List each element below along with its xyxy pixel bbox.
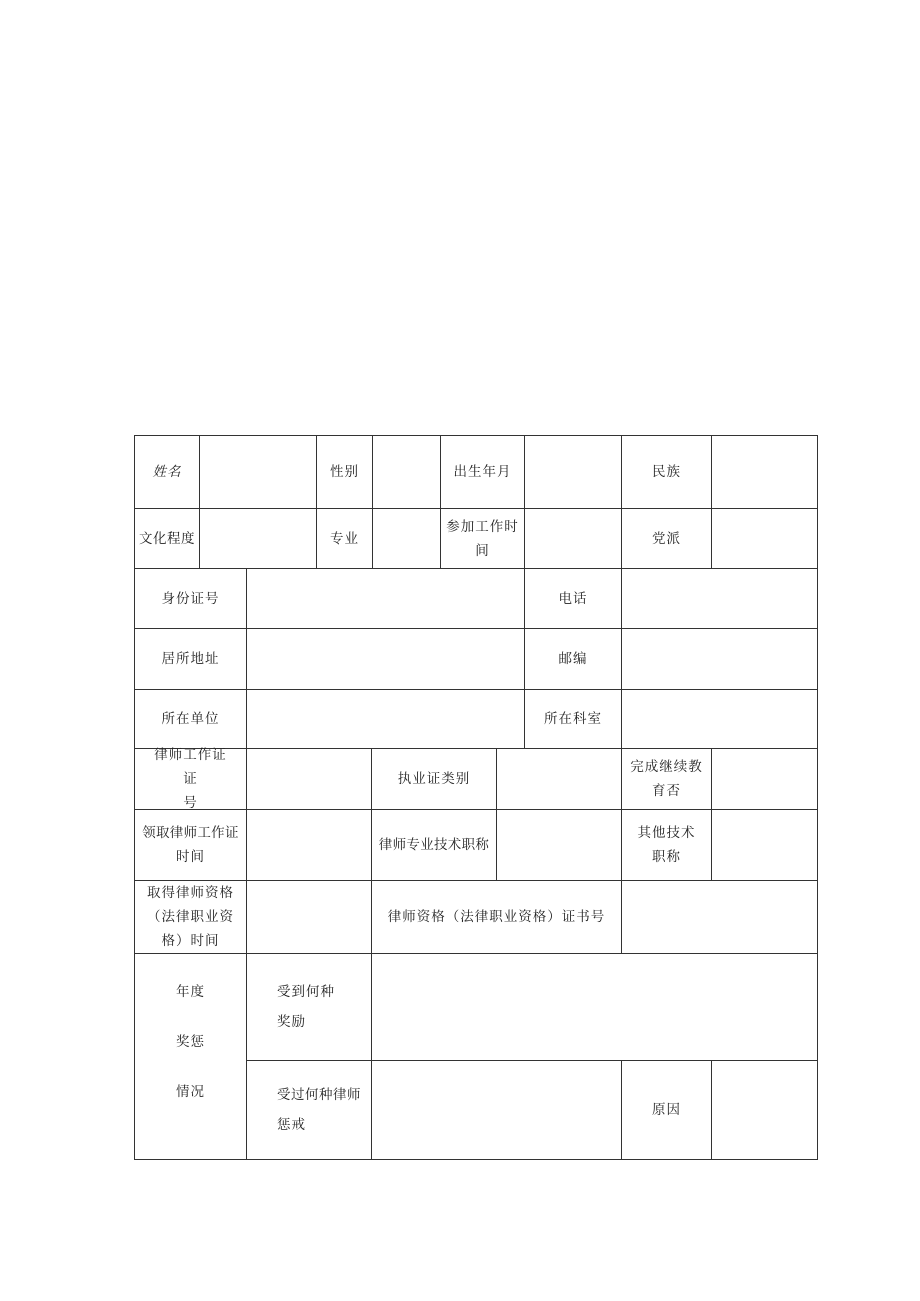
cert-date-label-cell <box>135 810 247 881</box>
work-cert-label-cell <box>135 749 247 810</box>
gender-value-cell[interactable] <box>373 436 441 509</box>
other-title-label-cell <box>622 810 712 881</box>
work-cert-label-line2 <box>151 767 231 815</box>
qual-cert-value-cell[interactable] <box>622 881 817 954</box>
phone-value-cell[interactable] <box>622 569 817 629</box>
ethnicity-label: 民族 <box>652 464 681 480</box>
employer-label: 所在单位 <box>161 711 220 727</box>
qual-date-label-line3: 格）时间 <box>161 933 220 949</box>
work-start-label-cell <box>441 509 525 569</box>
license-type-label: 执业证类别 <box>397 771 471 787</box>
qual-date-value-cell[interactable] <box>247 881 372 954</box>
education-label: 文化程度 <box>139 530 195 547</box>
tech-title-value-cell[interactable] <box>497 810 622 881</box>
name-value-cell[interactable] <box>200 436 317 509</box>
tech-title-label-cell <box>372 810 497 881</box>
qual-cert-label: 律师资格（法律职业资格）证书号 <box>387 909 606 925</box>
birth-value-cell[interactable] <box>525 436 622 509</box>
phone-label: 电话 <box>558 590 588 607</box>
party-label-cell <box>622 509 712 569</box>
annual-label-line2: 奖惩 <box>176 1034 205 1050</box>
reward-value-cell[interactable] <box>372 954 817 1061</box>
gender-label-cell <box>317 436 373 509</box>
annual-label-line3: 情况 <box>176 1084 205 1100</box>
work-cert-label-line2a: 证 <box>183 771 198 787</box>
department-value-cell[interactable] <box>622 690 817 749</box>
postcode-label: 邮编 <box>558 651 588 667</box>
phone-label-cell <box>525 569 622 629</box>
department-label-cell <box>525 690 622 749</box>
other-title-label-line1: 其他技术 <box>637 825 696 841</box>
reason-label: 原因 <box>652 1102 681 1118</box>
employer-value-cell[interactable] <box>247 690 525 749</box>
penalty-label-line2: 惩戒 <box>277 1117 306 1133</box>
qual-date-label-line2: （法律职业资 <box>147 909 234 925</box>
penalty-value-cell[interactable] <box>372 1061 622 1159</box>
other-title-value-cell[interactable] <box>712 810 817 881</box>
cert-date-value-cell[interactable] <box>247 810 372 881</box>
ethnicity-label-cell <box>622 436 712 509</box>
party-value-cell[interactable] <box>712 509 817 569</box>
other-title-label-line2: 职称 <box>652 849 681 865</box>
qual-cert-label-cell <box>372 881 622 954</box>
name-label: 姓名 <box>152 464 182 480</box>
education-label-cell <box>135 509 200 569</box>
penalty-label-line1: 受过何种律师 <box>277 1087 361 1103</box>
name-label-cell <box>135 436 200 509</box>
continuing-edu-label-line1: 完成继续教 <box>630 759 703 775</box>
work-cert-label-line2b: 号 <box>183 795 198 811</box>
cert-date-label-line1: 领取律师工作证 <box>142 825 239 841</box>
work-cert-value-cell[interactable] <box>247 749 372 810</box>
continuing-edu-value-cell[interactable] <box>712 749 817 810</box>
cert-date-label-line2: 时间 <box>176 849 205 865</box>
reason-label-cell <box>622 1061 712 1159</box>
address-label: 居所地址 <box>161 651 220 667</box>
reward-label-line2: 奖励 <box>277 1014 306 1030</box>
id-value-cell[interactable] <box>247 569 525 629</box>
ethnicity-value-cell[interactable] <box>712 436 817 509</box>
penalty-label-cell <box>247 1061 372 1159</box>
address-label-cell <box>135 629 247 690</box>
reason-value-cell[interactable] <box>712 1061 817 1159</box>
id-label-cell <box>135 569 247 629</box>
tech-title-label: 律师专业技术职称 <box>378 837 490 853</box>
work-start-label-line2: 间 <box>475 542 490 559</box>
postcode-value-cell[interactable] <box>622 629 817 690</box>
major-label-cell <box>317 509 373 569</box>
address-value-cell[interactable] <box>247 629 525 690</box>
major-label: 专业 <box>330 530 359 547</box>
lawyer-registration-form <box>134 435 818 1160</box>
work-cert-label-line1: 律师工作证 <box>154 747 227 763</box>
work-start-value-cell[interactable] <box>525 509 622 569</box>
employer-label-cell <box>135 690 247 749</box>
postcode-label-cell <box>525 629 622 690</box>
qual-date-label-cell <box>135 881 247 954</box>
license-type-label-cell <box>372 749 497 810</box>
reward-label-cell <box>247 954 372 1061</box>
qual-date-label-line1: 取得律师资格 <box>147 885 234 901</box>
continuing-edu-label-line2: 育否 <box>652 783 681 799</box>
birth-label-cell <box>441 436 525 509</box>
continuing-edu-label-cell <box>622 749 712 810</box>
birth-label: 出生年月 <box>453 464 512 480</box>
annual-label-cell <box>135 954 247 1159</box>
department-label: 所在科室 <box>544 711 602 727</box>
id-label: 身份证号 <box>161 590 220 607</box>
work-start-label-line1: 参加工作时 <box>446 518 519 535</box>
gender-label: 性别 <box>330 464 359 480</box>
annual-label-line1: 年度 <box>176 984 205 1000</box>
reward-label-line1: 受到何种 <box>277 984 335 1000</box>
license-type-value-cell[interactable] <box>497 749 622 810</box>
major-value-cell[interactable] <box>373 509 441 569</box>
education-value-cell[interactable] <box>200 509 317 569</box>
party-label: 党派 <box>652 530 681 547</box>
